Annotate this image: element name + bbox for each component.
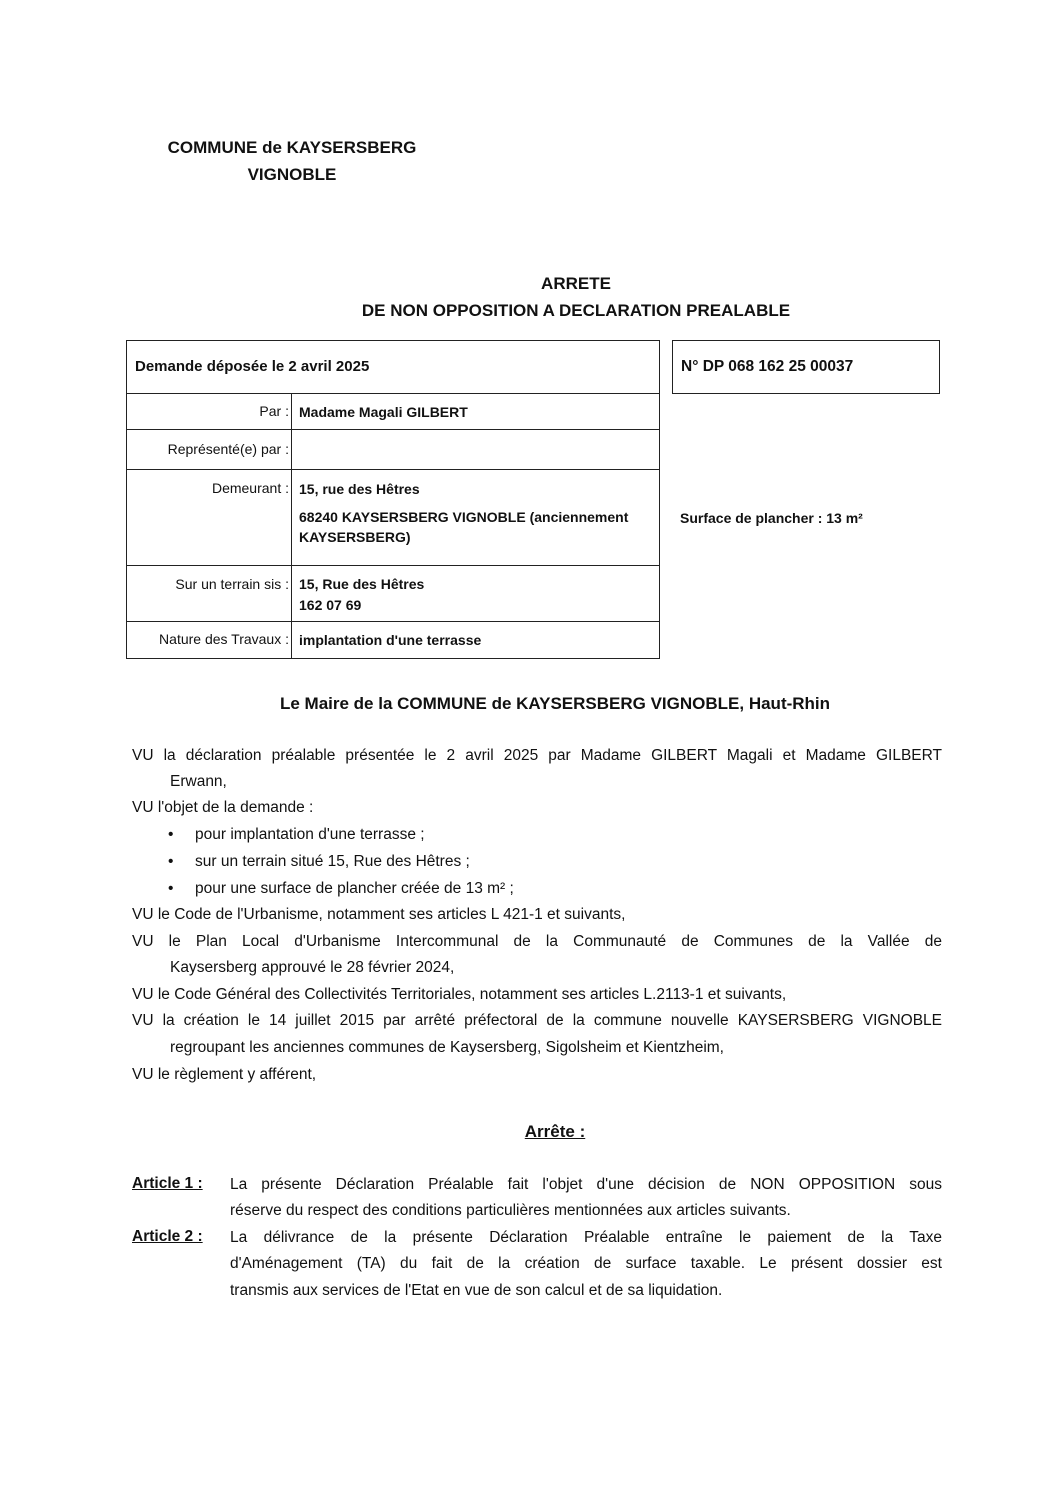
vu-declaration: VU la déclaration préalable présentée le 2 avril 2025 par Madame GILBERT Magali et Madame GILBERT — [132, 747, 942, 764]
row-demeurant — [127, 470, 659, 566]
vu-creation-cont: regroupant les anciennes communes de Kaysersberg, Sigolsheim et Kientzheim, — [170, 1039, 724, 1056]
vu-reglement: VU le règlement y afférent, — [132, 1066, 317, 1083]
label-terrain: Sur un terrain sis : — [175, 576, 289, 592]
bullet-item: sur un terrain situé 15, Rue des Hêtres ; — [195, 853, 470, 870]
vu-code-urbanisme: VU le Code de l'Urbanisme, notamment ses articles L 421-1 et suivants, — [132, 906, 626, 923]
value-demeurant-street: 15, rue des Hêtres — [299, 481, 420, 497]
article-text: transmis aux services de l'Etat en vue de son calcul et de sa liquidation. — [230, 1282, 723, 1299]
document-title — [340, 270, 812, 324]
article-label: Article 1 : — [132, 1175, 203, 1192]
column-divider — [291, 622, 292, 658]
value-par: Madame Magali GILBERT — [299, 404, 468, 420]
article-text: d'Aménagement (TA) du fait de la création de surface taxable. Le présent dossier est — [230, 1255, 942, 1272]
label-demeurant: Demeurant : — [211, 480, 289, 496]
article-text: La délivrance de la présente Déclaration Préalable entraîne le paiement de la Taxe — [230, 1229, 942, 1246]
vu-cgct: VU le Code Général des Collectivités Territoriales, notamment ses articles L.2113-1 et suivants, — [132, 986, 787, 1003]
value-terrain-address: 15, Rue des Hêtres — [299, 576, 425, 592]
column-divider — [291, 566, 292, 621]
commune-line-2: VIGNOBLE — [247, 165, 337, 184]
column-divider — [291, 430, 292, 469]
row-par — [127, 394, 659, 430]
vu-plu: VU le Plan Local d'Urbanisme Intercommunal de la Communauté de Communes de la Vallée de — [132, 933, 942, 950]
bullet-icon: • — [168, 880, 174, 897]
dossier-number-box — [672, 340, 940, 394]
article-text: réserve du respect des conditions particulières mentionnées aux articles suivants. — [230, 1202, 791, 1219]
dossier-number: N° DP 068 162 25 00037 — [681, 358, 854, 375]
mayor-heading: Le Maire de la COMMUNE de KAYSERSBERG VIGNOBLE, Haut-Rhin — [279, 694, 831, 713]
label-nature: Nature des Travaux : — [159, 631, 289, 647]
value-demeurant-city: 68240 KAYSERSBERG VIGNOBLE (anciennement KAYSERSBERG) — [299, 509, 629, 545]
title-line-2: DE NON OPPOSITION A DECLARATION PREALABLE — [361, 301, 791, 320]
deposit-date: Demande déposée le 2 avril 2025 — [135, 358, 370, 375]
column-divider — [291, 394, 292, 429]
vu-plu-cont: Kaysersberg approuvé le 28 février 2024, — [170, 959, 455, 976]
vu-declaration-cont: Erwann, — [170, 773, 227, 790]
row-nature — [127, 622, 659, 658]
value-terrain-parcel: 162 07 69 — [299, 597, 362, 613]
vu-creation: VU la création le 14 juillet 2015 par arrêté préfectoral de la commune nouvelle KAYSERSBERG VIGNOBLE — [132, 1012, 942, 1029]
arrete-heading: Arrête : — [524, 1122, 586, 1141]
commune-line-1: COMMUNE de KAYSERSBERG — [167, 138, 417, 157]
title-line-1: ARRETE — [541, 274, 611, 293]
bullet-item: pour une surface de plancher créée de 13 m² ; — [195, 880, 514, 897]
bullet-icon: • — [168, 853, 174, 870]
deposit-box — [126, 340, 660, 394]
request-details-table — [126, 394, 660, 659]
row-represente — [127, 430, 659, 470]
label-represente: Représenté(e) par : — [167, 441, 289, 457]
row-terrain — [127, 566, 659, 622]
label-par: Par : — [259, 403, 289, 419]
vu-objet: VU l'objet de la demande : — [132, 799, 314, 816]
column-divider — [291, 470, 292, 565]
bullet-item: pour implantation d'une terrasse ; — [195, 826, 425, 843]
article-text: La présente Déclaration Préalable fait l'objet d'une décision de NON OPPOSITION sous — [230, 1176, 942, 1193]
value-nature: implantation d'une terrasse — [299, 632, 482, 648]
bullet-icon: • — [168, 826, 174, 843]
article-label: Article 2 : — [132, 1228, 203, 1245]
surface-plancher: Surface de plancher : 13 m² — [680, 510, 863, 526]
commune-name — [166, 134, 418, 188]
